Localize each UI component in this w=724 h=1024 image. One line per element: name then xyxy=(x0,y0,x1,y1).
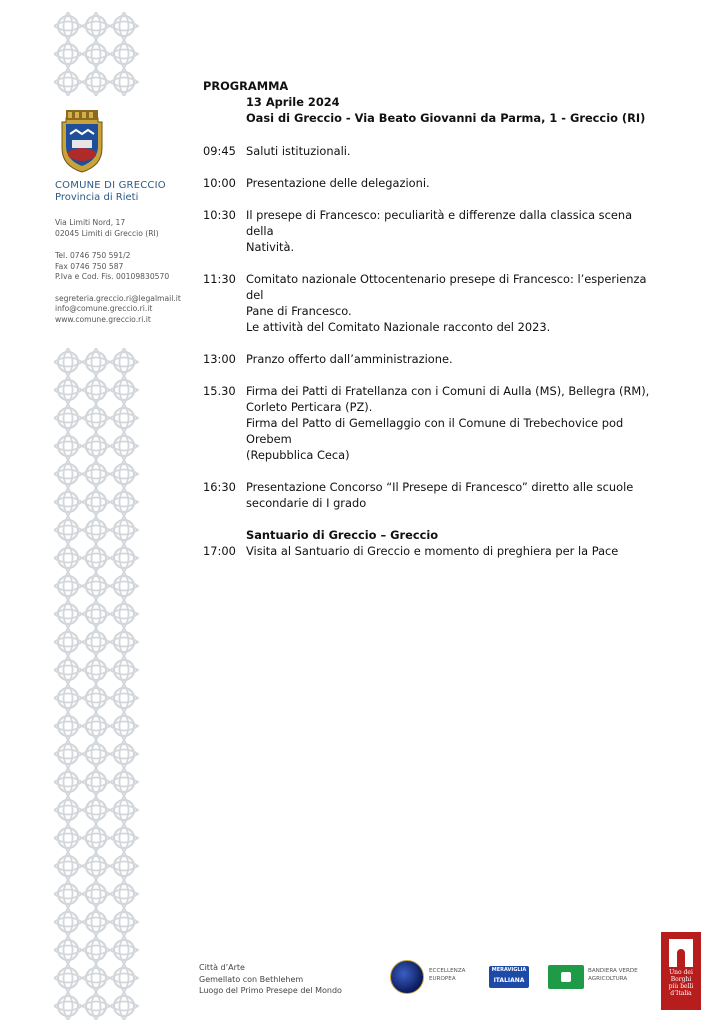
pattern-ornament xyxy=(82,684,110,712)
pattern-ornament xyxy=(82,12,110,40)
pattern-ornament xyxy=(110,600,138,628)
pattern-ornament xyxy=(110,712,138,740)
comune-name: COMUNE DI GRECCIO xyxy=(55,180,166,191)
pattern-ornament xyxy=(110,796,138,824)
eccellenza-label xyxy=(429,968,466,983)
pattern-ornament xyxy=(110,432,138,460)
decorative-pattern-top xyxy=(54,12,140,96)
pattern-ornament xyxy=(54,796,82,824)
footer-text xyxy=(199,962,342,997)
pattern-ornament xyxy=(110,936,138,964)
pattern-ornament xyxy=(110,992,138,1020)
schedule-text: Firma dei Patti di Fratellanza con i Comuni di Aulla (MS), Bellegra (RM), xyxy=(246,384,650,398)
pattern-ornament xyxy=(110,964,138,992)
pattern-ornament xyxy=(54,516,82,544)
schedule-text: Presentazione delle delegazioni. xyxy=(246,176,430,190)
schedule-text: Corleto Perticara (PZ). xyxy=(246,400,373,414)
pattern-ornament xyxy=(82,796,110,824)
borghi-logo xyxy=(661,932,701,1010)
schedule-time: 16:30 xyxy=(203,480,236,494)
pattern-ornament xyxy=(54,40,82,68)
pattern-ornament xyxy=(82,348,110,376)
pattern-ornament xyxy=(82,712,110,740)
schedule-item xyxy=(203,271,653,335)
pattern-ornament xyxy=(110,68,138,96)
pattern-ornament xyxy=(82,964,110,992)
pattern-ornament xyxy=(82,908,110,936)
pattern-ornament xyxy=(110,348,138,376)
pattern-ornament xyxy=(54,12,82,40)
address-line: 02045 Limiti di Greccio (RI) xyxy=(55,228,159,238)
pattern-ornament xyxy=(82,544,110,572)
pattern-ornament xyxy=(54,376,82,404)
logo-text: ITALIANA xyxy=(493,977,525,984)
pattern-ornament xyxy=(110,376,138,404)
pattern-ornament xyxy=(82,656,110,684)
pattern-ornament xyxy=(54,460,82,488)
comune-crest-icon xyxy=(52,108,112,174)
vat-line: P.Iva e Cod. Fis. 00109830570 xyxy=(55,272,170,281)
address-line: Via Limiti Nord, 17 xyxy=(55,218,126,227)
pattern-ornament xyxy=(110,572,138,600)
address-block xyxy=(55,218,200,239)
schedule-time: 10:30 xyxy=(203,208,236,222)
pattern-ornament xyxy=(54,68,82,96)
schedule-text: Firma del Patto di Gemellaggio con il Comune di Trebechovice pod Orebem xyxy=(246,416,624,446)
pattern-ornament xyxy=(82,40,110,68)
logo-text: EUROPEA xyxy=(429,975,456,982)
schedule-item xyxy=(203,383,653,463)
logo-text: MERAVIGLIA xyxy=(491,967,527,973)
logo-text: AGRICOLTURA xyxy=(588,975,628,982)
info-email: info@comune.greccio.ri.it xyxy=(55,304,153,313)
pattern-ornament xyxy=(54,936,82,964)
pattern-ornament xyxy=(82,460,110,488)
schedule-time: 11:30 xyxy=(203,272,236,286)
pattern-ornament xyxy=(110,852,138,880)
pattern-ornament xyxy=(110,460,138,488)
schedule-item xyxy=(203,207,653,255)
pattern-ornament xyxy=(82,628,110,656)
pattern-ornament xyxy=(82,880,110,908)
schedule-time: 10:00 xyxy=(203,176,236,190)
schedule-text: Il presepe di Francesco: peculiarità e differenze dalla classica scena della xyxy=(246,208,633,238)
pattern-ornament xyxy=(110,404,138,432)
pattern-ornament xyxy=(54,404,82,432)
flag-icon xyxy=(548,965,584,989)
pattern-ornament xyxy=(110,740,138,768)
schedule-time: 13:00 xyxy=(203,352,236,366)
pattern-ornament xyxy=(54,656,82,684)
pattern-ornament xyxy=(54,908,82,936)
footer-line: Città d’Arte xyxy=(199,963,245,972)
pattern-ornament xyxy=(82,852,110,880)
pattern-ornament xyxy=(110,544,138,572)
footer-line: Luogo del Primo Presepe del Mondo xyxy=(199,986,342,995)
provincia-label: Provincia di Rieti xyxy=(55,192,139,203)
schedule-text: Saluti istituzionali. xyxy=(246,144,351,158)
pattern-ornament xyxy=(54,432,82,460)
pattern-ornament xyxy=(82,68,110,96)
globe-icon xyxy=(390,960,424,994)
pattern-ornament xyxy=(110,768,138,796)
pattern-ornament xyxy=(82,432,110,460)
pattern-ornament xyxy=(82,936,110,964)
pattern-ornament xyxy=(82,992,110,1020)
pec-email: segreteria.greccio.ri@legalmail.it xyxy=(55,293,181,303)
pattern-ornament xyxy=(110,12,138,40)
logo-text: Uno dei xyxy=(669,969,693,976)
schedule-text: Presentazione Concorso “Il Presepe di Francesco” diretto alle scuole xyxy=(246,480,634,494)
pattern-ornament xyxy=(54,880,82,908)
pattern-ornament xyxy=(54,852,82,880)
pattern-ornament xyxy=(82,376,110,404)
pattern-ornament xyxy=(82,740,110,768)
pattern-ornament xyxy=(54,824,82,852)
pattern-ornament xyxy=(82,404,110,432)
pattern-ornament xyxy=(54,992,82,1020)
pattern-ornament xyxy=(110,40,138,68)
pattern-ornament xyxy=(54,544,82,572)
programme-date: 13 Aprile 2024 xyxy=(246,95,340,109)
pattern-ornament xyxy=(54,684,82,712)
pattern-ornament xyxy=(82,824,110,852)
pattern-ornament xyxy=(110,516,138,544)
decorative-pattern-bottom xyxy=(54,348,140,1024)
schedule-text: Pane di Francesco. xyxy=(246,304,352,318)
meraviglia-italiana-logo xyxy=(489,966,529,988)
schedule-time: 17:00 xyxy=(203,544,236,558)
pattern-ornament xyxy=(82,768,110,796)
programme-title: PROGRAMMA xyxy=(203,79,289,93)
schedule-text: Le attività del Comitato Nazionale racconto del 2023. xyxy=(246,320,551,334)
pattern-ornament xyxy=(82,516,110,544)
website: www.comune.greccio.ri.it xyxy=(55,314,151,324)
logo-text: Borghi xyxy=(670,976,692,983)
pattern-ornament xyxy=(110,908,138,936)
pattern-ornament xyxy=(110,824,138,852)
pattern-ornament xyxy=(54,740,82,768)
schedule-item xyxy=(203,143,653,159)
schedule-time: 15.30 xyxy=(203,384,236,398)
schedule-text: Comitato nazionale Ottocentenario presepe di Francesco: l’esperienza del xyxy=(246,272,647,302)
schedule-text: Natività. xyxy=(246,240,295,254)
sidebar-info xyxy=(55,180,200,325)
phone-line: Tel. 0746 750 591/2 xyxy=(55,251,131,260)
pattern-ornament xyxy=(54,348,82,376)
schedule-text: Pranzo offerto dall’amministrazione. xyxy=(246,352,453,366)
programme xyxy=(203,78,653,559)
pattern-ornament xyxy=(54,964,82,992)
phone-block xyxy=(55,251,200,283)
schedule-item xyxy=(203,479,653,511)
pattern-ornament xyxy=(54,488,82,516)
pattern-ornament xyxy=(54,628,82,656)
logo-text: BANDIERA VERDE xyxy=(588,968,638,974)
tower-icon xyxy=(669,939,693,967)
logo-text: più belli xyxy=(668,983,694,990)
programme-location: Oasi di Greccio - Via Beato Giovanni da Parma, 1 - Greccio (RI) xyxy=(246,111,646,125)
pattern-ornament xyxy=(110,880,138,908)
schedule-text: secondarie di I grado xyxy=(246,496,367,510)
fax-line: Fax 0746 750 587 xyxy=(55,261,124,271)
pattern-ornament xyxy=(54,600,82,628)
pattern-ornament xyxy=(54,572,82,600)
bandiera-label xyxy=(588,968,638,983)
pattern-ornament xyxy=(110,488,138,516)
pattern-ornament xyxy=(82,488,110,516)
pattern-ornament xyxy=(54,712,82,740)
schedule-text: Visita al Santuario di Greccio e momento di preghiera per la Pace xyxy=(246,544,619,558)
pattern-ornament xyxy=(110,656,138,684)
second-location: Santuario di Greccio – Greccio xyxy=(246,528,439,542)
schedule-time: 09:45 xyxy=(203,144,236,158)
pattern-ornament xyxy=(54,768,82,796)
pattern-ornament xyxy=(82,572,110,600)
contact-block xyxy=(55,294,200,326)
footer-line: Gemellato con Bethlehem xyxy=(199,974,304,984)
pattern-ornament xyxy=(110,628,138,656)
schedule-item xyxy=(203,543,653,559)
schedule-text: (Repubblica Ceca) xyxy=(246,448,350,462)
logo-text: ECCELLENZA xyxy=(429,968,466,974)
schedule-item xyxy=(203,175,653,191)
logo-text: d’Italia xyxy=(670,990,692,997)
pattern-ornament xyxy=(110,684,138,712)
pattern-ornament xyxy=(82,600,110,628)
schedule-item xyxy=(203,351,653,367)
